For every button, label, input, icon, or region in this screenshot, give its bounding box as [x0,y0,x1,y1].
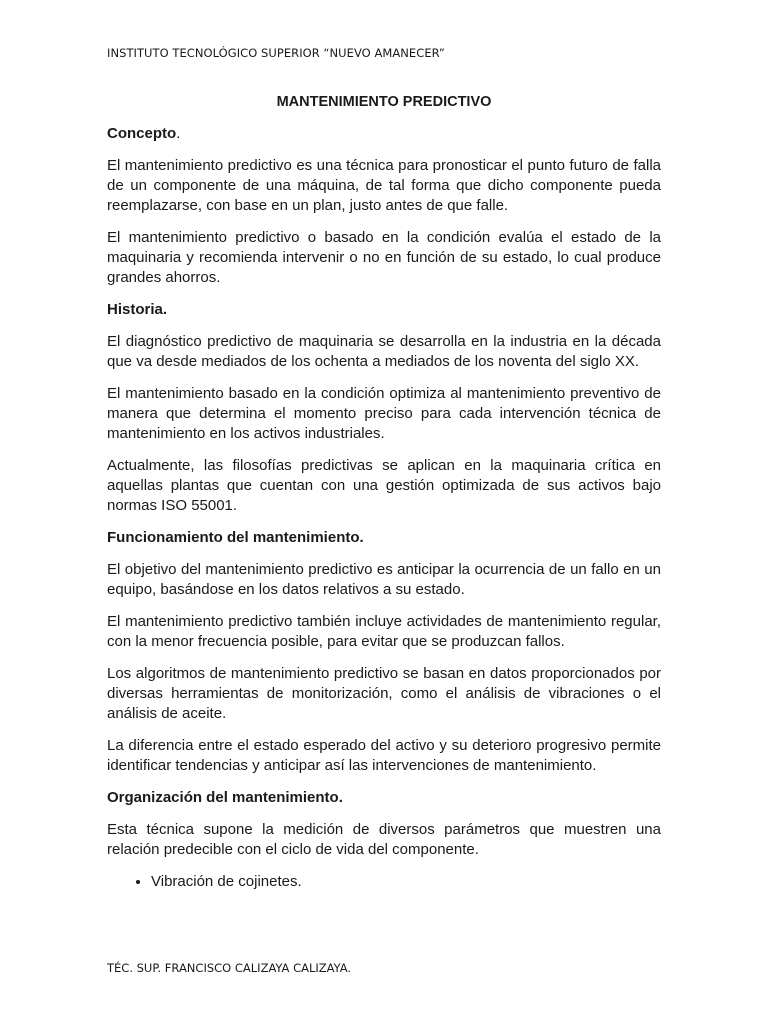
page-footer: TÉC. SUP. FRANCISCO CALIZAYA CALIZAYA. [107,961,352,975]
section-heading-historia: Historia. [107,301,168,318]
document-title: MANTENIMIENTO PREDICTIVO [276,94,492,110]
paragraph: El diagnóstico predictivo de maquinaria se desarrolla en la industria en la década que va desde mediados de los ochenta a mediados de los noventa del siglo XX. [107,333,661,370]
section-heading-funcionamiento: Funcionamiento del mantenimiento. [107,529,364,546]
heading-punct: . [176,125,181,142]
document-body [107,92,661,892]
paragraph: El mantenimiento predictivo es una técnica para pronosticar el punto futuro de falla de un componente de una máquina, de tal forma que dicho componente pueda reemplazarse, con base en un plan, justo antes de que falle. [107,157,661,214]
paragraph: La diferencia entre el estado esperado del activo y su deterioro progresivo permite identificar tendencias y anticipar así las intervenciones de mantenimiento. [107,737,661,774]
paragraph: Actualmente, las filosofías predictivas se aplican en la maquinaria crítica en aquellas plantas que cuentan con una gestión optimizada de sus activos bajo normas ISO 55001. [107,457,661,514]
section-heading-organizacion: Organización del mantenimiento. [107,789,343,806]
page-header: INSTITUTO TECNOLÓGICO SUPERIOR “NUEVO AMANECER” [107,46,445,60]
section-heading-concepto [107,124,661,144]
list-item: • Vibración de cojinetes. [151,872,661,892]
paragraph: Esta técnica supone la medición de diversos parámetros que muestren una relación predecible con el ciclo de vida del componente. [107,821,661,858]
paragraph: El mantenimiento predictivo o basado en la condición evalúa el estado de la maquinaria y recomienda intervenir o no en función de su estado, lo cual produce grandes ahorros. [107,229,661,286]
paragraph: El objetivo del mantenimiento predictivo es anticipar la ocurrencia de un fallo en un equipo, basándose en los datos relativos a su estado. [107,561,661,598]
paragraph: El mantenimiento basado en la condición optimiza al mantenimiento preventivo de manera que determina el momento preciso para cada intervención técnica de mantenimiento en los activos industriales. [107,385,661,442]
bullet-list [107,872,661,892]
heading-text: Concepto [107,125,177,142]
paragraph: El mantenimiento predictivo también incluye actividades de mantenimiento regular, con la menor frecuencia posible, para evitar que se produzcan fallos. [107,613,661,650]
paragraph: Los algoritmos de mantenimiento predictivo se basan en datos proporcionados por diversas herramientas de monitorización, como el análisis de vibraciones o el análisis de aceite. [107,665,661,722]
